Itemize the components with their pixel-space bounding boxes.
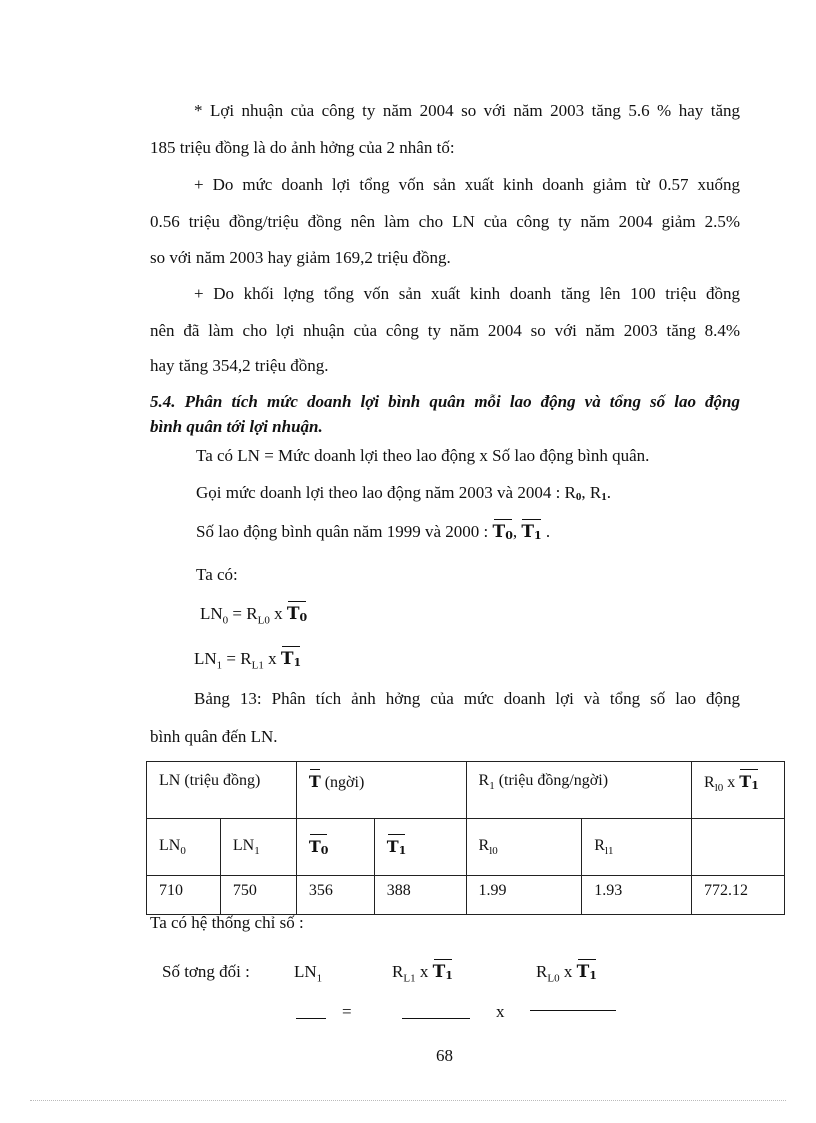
section-heading-line2: bình quân tới lợi nhuận. bbox=[150, 417, 323, 436]
relative-equals: = bbox=[342, 1002, 352, 1021]
para3-line3: hay tăng 354,2 triệu đồng. bbox=[150, 356, 329, 375]
cell-r1: 1.93 bbox=[582, 876, 692, 915]
relative-label: Số tơng đối : bbox=[162, 962, 250, 981]
cell-product: 772.12 bbox=[692, 876, 785, 915]
table-row bbox=[147, 876, 785, 915]
table-caption-line1: Bảng 13: Phân tích ảnh hởng của mức doanh lợi và tổng số lao động bbox=[194, 689, 740, 708]
relative-ln1: $LN_1$ bbox=[294, 962, 323, 985]
formula-line1: Ta có LN = Mức doanh lợi theo lao động x Số lao động bình quân. bbox=[196, 446, 650, 465]
cell-ln1: 750 bbox=[220, 876, 296, 915]
t-bar-1-symbol: T1 bbox=[521, 522, 541, 542]
page-bottom-divider bbox=[30, 1100, 786, 1101]
formula-line3: Số lao động bình quân năm 1999 và 2000 : T0, T1 . bbox=[196, 522, 550, 542]
table-subheader-row bbox=[147, 819, 785, 876]
t-bar-0-symbol: T0 bbox=[493, 522, 513, 542]
cell-t0: 356 bbox=[296, 876, 374, 915]
header-rl0-x-t1: $R_{l0}$ x T1 bbox=[692, 762, 785, 819]
para1-line1: * Lợi nhuận của công ty năm 2004 so với năm 2003 tăng 5.6 % hay tăng bbox=[194, 101, 740, 120]
formula-line2: Gọi mức doanh lợi theo lao động năm 2003 và 2004 : R0, R1. bbox=[196, 483, 611, 503]
para3-line2: nên đã làm cho lợi nhuận của công ty năm 2004 so với năm 2003 tăng 8.4% bbox=[150, 321, 740, 340]
cell-r0: 1.99 bbox=[466, 876, 582, 915]
para2-line3: so với năm 2003 hay giảm 169,2 triệu đồng. bbox=[150, 248, 451, 267]
fraction-line-1 bbox=[296, 1018, 326, 1019]
subheader-t0: T0 bbox=[296, 819, 374, 876]
relative-times: x bbox=[496, 1002, 505, 1021]
header-t: T (ngời) bbox=[296, 762, 466, 819]
subheader-rl0: $R_{l0}$ bbox=[466, 819, 582, 876]
para1-line2: 185 triệu đồng là do ảnh hởng của 2 nhân tố: bbox=[150, 138, 455, 157]
relative-rl1-x-t1: $R_{L1}$ x T1 bbox=[392, 962, 453, 984]
para2-line1: + Do mức doanh lợi tổng vốn sản xuất kinh doanh giảm từ 0.57 xuống bbox=[194, 175, 740, 194]
page-number: 68 bbox=[436, 1046, 453, 1065]
cell-ln0: 710 bbox=[147, 876, 221, 915]
t-bar-1-symbol: T1 bbox=[281, 649, 301, 669]
cell-t1: 388 bbox=[374, 876, 466, 915]
table-caption-line2: bình quân đến LN. bbox=[150, 727, 278, 746]
t-bar-0-symbol: T0 bbox=[287, 604, 307, 624]
fraction-line-3 bbox=[530, 1010, 616, 1011]
index-system-label: Ta có hệ thống chỉ số : bbox=[150, 913, 304, 932]
subheader-t1: T1 bbox=[374, 819, 466, 876]
analysis-table bbox=[146, 761, 785, 915]
section-heading-line1: 5.4. Phân tích mức doanh lợi bình quân mỗi lao động và tổng số lao động bbox=[150, 392, 740, 411]
equation-ln0: $LN_0 = R_{L0}$ x T0 bbox=[200, 604, 307, 626]
subheader-empty bbox=[692, 819, 785, 876]
para3-line1: + Do khối lợng tổng vốn sản xuất kinh doanh tăng lên 100 triệu đồng bbox=[194, 284, 740, 303]
subheader-ln0: $LN_0$ bbox=[147, 819, 221, 876]
table-header-row bbox=[147, 762, 785, 819]
ta-co-label: Ta có: bbox=[196, 565, 238, 584]
fraction-line-2 bbox=[402, 1018, 470, 1019]
subheader-rl1: $R_{l1}$ bbox=[582, 819, 692, 876]
header-r: $R_1$ (triệu đồng/ngời) bbox=[466, 762, 692, 819]
para2-line2: 0.56 triệu đồng/triệu đồng nên làm cho LN của công ty năm 2004 giảm 2.5% bbox=[150, 212, 740, 231]
relative-rl0-x-t1: $R_{L0}$ x T1 bbox=[536, 962, 597, 984]
subheader-ln1: $LN_1$ bbox=[220, 819, 296, 876]
equation-ln1: $LN_1 = R_{L1}$ x T1 bbox=[194, 649, 301, 671]
header-ln: LN (triệu đồng) bbox=[147, 762, 297, 819]
